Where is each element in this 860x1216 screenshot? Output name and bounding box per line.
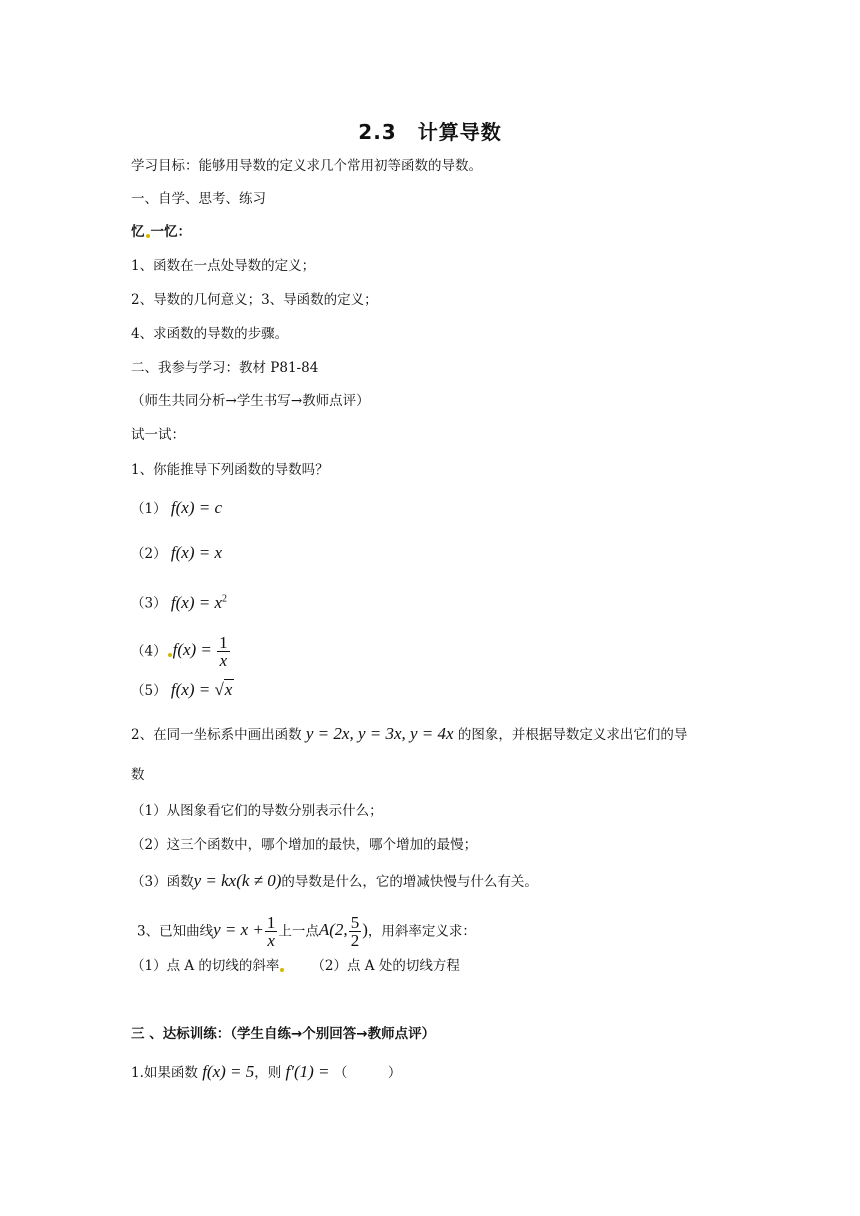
section-1-heading: 一、自学、思考、练习	[131, 191, 266, 207]
question-3-text: 3、已知曲线y = x + $\frac{1}{x}$ 上一点A(2, $\frac{5}{2}$ )，用斜率定义求：	[137, 913, 476, 950]
q1-item-5: （5） f(x) = √x	[131, 680, 233, 699]
question-1-text: 1、你能推导下列函数的导数吗？	[131, 462, 329, 478]
question-2-sub-1: （1）从图象看它们的导数分别表示什么；	[131, 803, 383, 819]
q1-item-3: （3） $f(x) = x^2$	[131, 592, 227, 612]
page-title: 2.3 计算导数	[358, 120, 502, 144]
teaching-flow: （师生共同分析→学生书写→教师点评）	[131, 393, 370, 409]
question-2-cont: 数	[131, 767, 145, 783]
q1-item-1: （1） f(x) = c	[131, 498, 222, 517]
question-2-sub-3: （3）函数y = kx(k ≠ 0)的导数是什么，它的增减快慢与什么有关。	[131, 871, 538, 890]
recall-item-2: 2、导数的几何意义；3、导函数的定义；	[131, 292, 378, 308]
q1-item-4: （4） f(x) = $\frac{1}{x}$	[131, 633, 228, 670]
question-3-subs: （1）点 A 的切线的斜率 （2）点 A 处的切线方程	[131, 958, 460, 974]
question-2-text: 2、在同一坐标系中画出函数 y = 2x, y = 3x, y = 4x 的图象，并根据导数定义求出它们的导	[131, 724, 688, 743]
highlight-dot	[168, 653, 172, 657]
section-2-heading: 二、我参与学习：教材 P81-84	[131, 360, 319, 376]
recall-item-1: 1、函数在一点处导数的定义；	[131, 258, 316, 274]
try-heading: 试一试：	[131, 427, 185, 443]
highlight-dot	[146, 234, 150, 238]
exercise-1: 1.如果函数 f(x) = 5，则 f′(1) = （ ）	[131, 1062, 402, 1081]
recall-heading: 忆 一忆：	[131, 224, 191, 240]
q1-item-2: （2） f(x) = x	[131, 543, 222, 562]
highlight-dot	[280, 968, 284, 972]
sqrt-sign: √	[214, 680, 224, 699]
recall-item-3: 4、求函数的导数的步骤。	[131, 326, 289, 342]
section-3-heading: 三 、达标训练：（学生自练→个别回答→教师点评）	[131, 1026, 436, 1042]
question-2-sub-2: （2）这三个函数中，哪个增加的最快，哪个增加的最慢；	[131, 837, 478, 853]
learning-objective: 学习目标：能够用导数的定义求几个常用初等函数的导数。	[131, 158, 482, 174]
